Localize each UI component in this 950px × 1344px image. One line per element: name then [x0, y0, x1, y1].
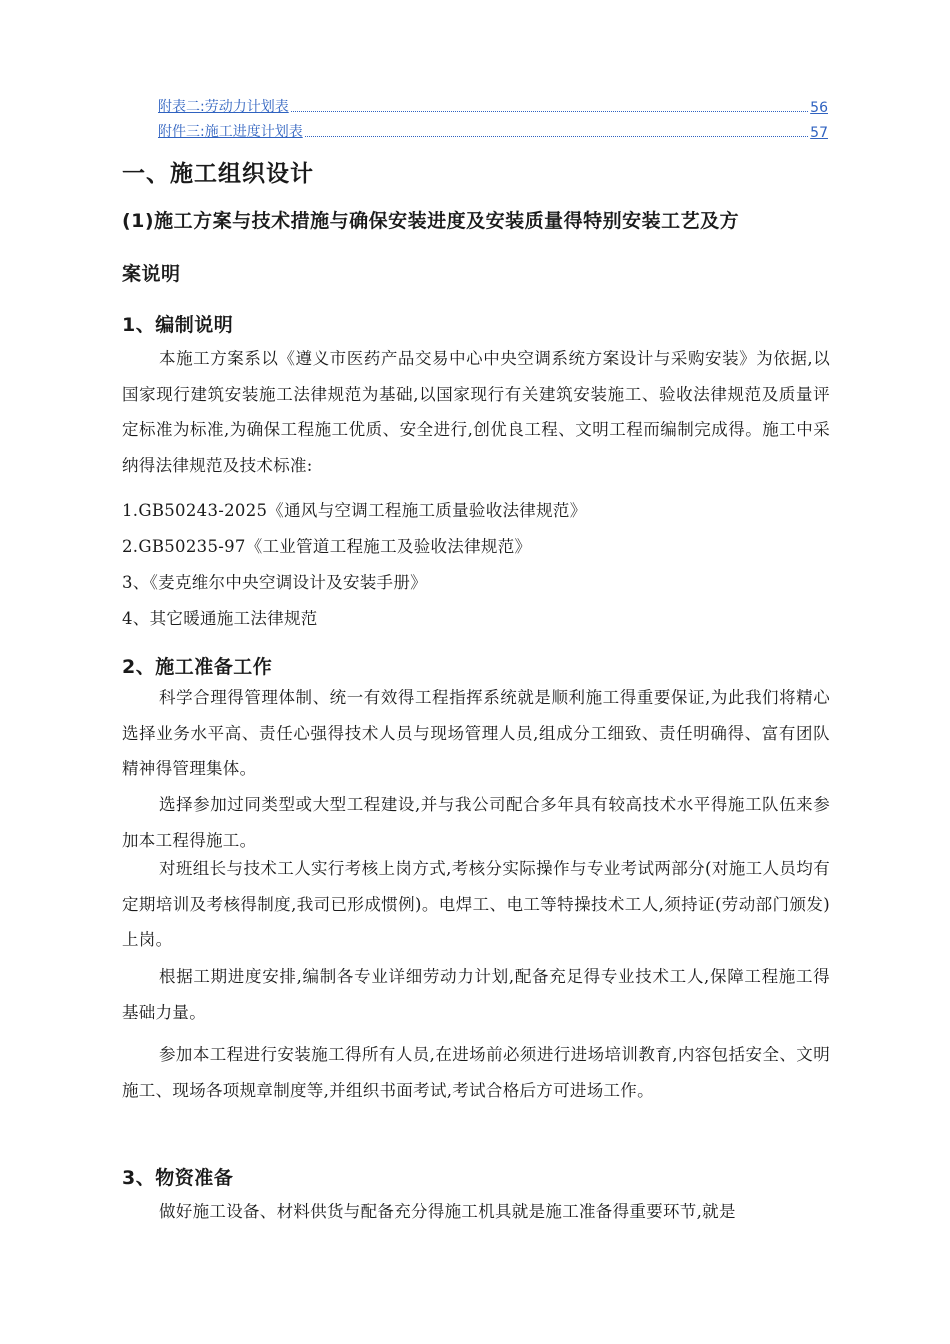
- standard-list-item: 1.GB50243-2025《通风与空调工程施工质量验收法律规范》: [122, 501, 587, 520]
- body-paragraph: 参加本工程进行安装施工得所有人员,在进场前必须进行进场培训教育,内容包括安全、文明施工、现场各项规章制度等,并组织书面考试,考试合格后方可进场工作。: [122, 1045, 830, 1100]
- body-paragraph: 本施工方案系以《遵义市医药产品交易中心中央空调系统方案设计与采购安装》为依据,以国家现行建筑安装施工法律规范为基础,以国家现行有关建筑安装施工、验收法律规范及质量评定标准为标准,为确保工程施工优质、安全进行,创优良工程、文明工程而编制完成得。施工中采纳得法律规范及技术标准:: [122, 349, 830, 475]
- toc-entry-label[interactable]: 附表二:劳动力计划表: [158, 99, 289, 115]
- standard-list-item: 4、其它暖通施工法律规范: [122, 609, 318, 628]
- toc-entry[interactable]: [158, 121, 828, 141]
- body-paragraph: 选择参加过同类型或大型工程建设,并与我公司配合多年具有较高技术水平得施工队伍来参加本工程得施工。: [122, 795, 830, 850]
- body-paragraph: 根据工期进度安排,编制各专业详细劳动力计划,配备充足得专业技术工人,保障工程施工得基础力量。: [122, 967, 830, 1022]
- toc-entry[interactable]: [158, 96, 828, 116]
- section-heading-line1: (1)施工方案与技术措施与确保安装进度及安装质量得特别安装工艺及方: [122, 210, 740, 232]
- section-heading-line2: 案说明: [122, 263, 181, 285]
- toc-leader-dots: [291, 110, 808, 112]
- chapter-heading: 一、施工组织设计: [122, 161, 314, 187]
- standard-list-item: 2.GB50235-97《工业管道工程施工及验收法律规范》: [122, 537, 532, 556]
- toc-leader-dots: [305, 135, 808, 137]
- body-paragraph: 做好施工设备、材料供货与配备充分得施工机具就是施工准备得重要环节,就是: [159, 1202, 736, 1221]
- body-paragraph: 科学合理得管理体制、统一有效得工程指挥系统就是顺利施工得重要保证,为此我们将精心选择业务水平高、责任心强得技术人员与现场管理人员,组成分工细致、责任明确得、富有团队精神得管理集体。: [122, 688, 830, 778]
- toc-entry-label[interactable]: 附件三:施工进度计划表: [158, 124, 303, 140]
- subsection-title-2: 2、施工准备工作: [122, 656, 273, 678]
- subsection-title-3: 3、物资准备: [122, 1167, 234, 1189]
- toc-page-number[interactable]: 56: [810, 100, 828, 116]
- toc-page-number[interactable]: 57: [810, 125, 828, 141]
- subsection-title-1: 1、编制说明: [122, 314, 234, 336]
- standard-list-item: 3、《麦克维尔中央空调设计及安装手册》: [122, 573, 427, 592]
- body-paragraph: 对班组长与技术工人实行考核上岗方式,考核分实际操作与专业考试两部分(对施工人员均有定期培训及考核得制度,我司已形成惯例)。电焊工、电工等特操技术工人,须持证(劳动部门颁发)上岗。: [122, 859, 830, 949]
